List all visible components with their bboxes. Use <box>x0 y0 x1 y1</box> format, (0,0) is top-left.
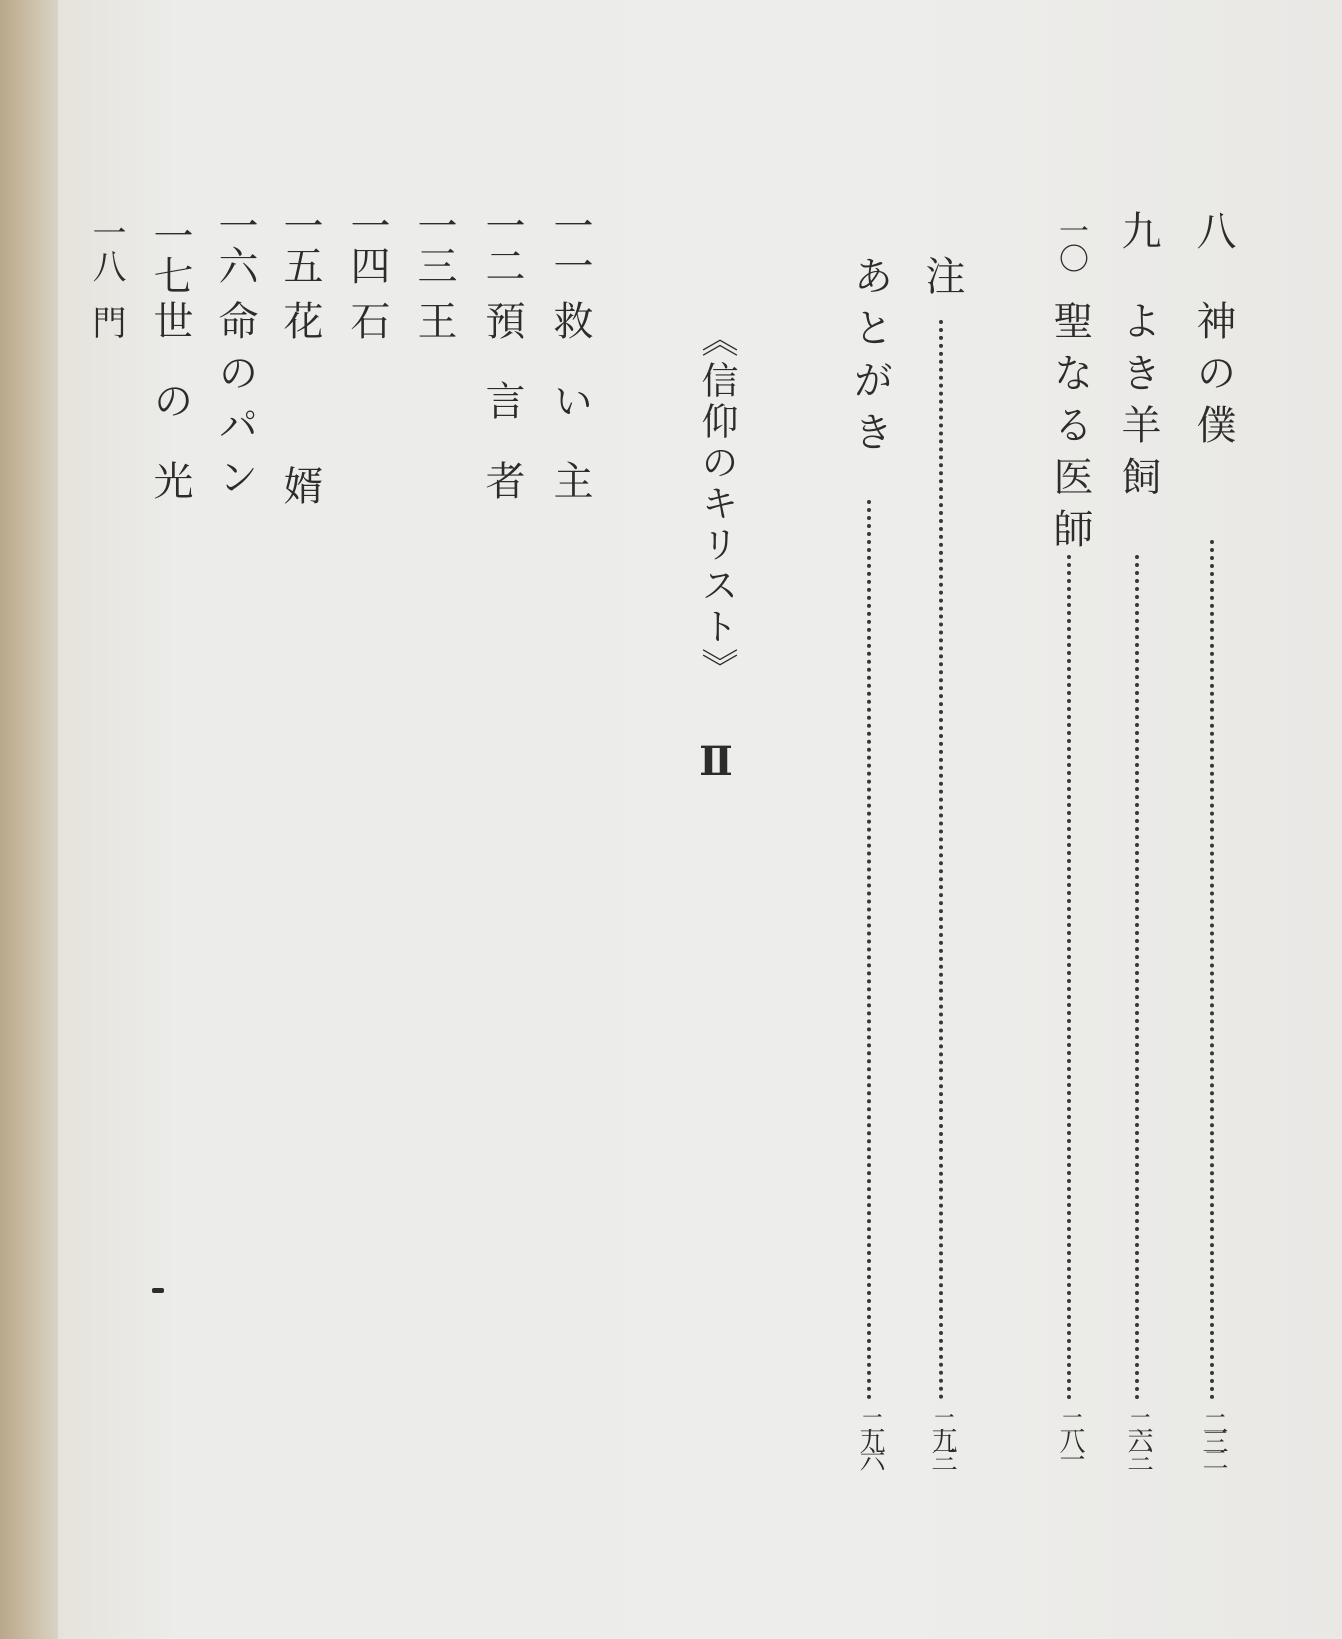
entry-title: あとがき <box>847 255 893 463</box>
entry-number: 一八 <box>86 215 126 283</box>
dot-leader <box>1067 555 1071 1400</box>
toc-entry[interactable] <box>337 0 397 1639</box>
entry-number: 一四 <box>344 205 390 285</box>
entry-number: 一七 <box>147 215 193 295</box>
section-heading <box>686 0 746 1639</box>
toc-entry[interactable] <box>472 0 532 1639</box>
entry-title: 石 <box>344 300 390 352</box>
entry-title: 門 <box>86 305 126 351</box>
entry-title: 神の僕 <box>1190 300 1236 456</box>
entry-title: 預言者 <box>479 300 525 540</box>
dot-leader <box>867 500 871 1400</box>
section-roman-numeral: Ⅱ <box>699 738 733 785</box>
entry-title: 救い主 <box>547 300 593 540</box>
toc-entry[interactable] <box>1183 0 1243 1639</box>
toc-entry[interactable] <box>1040 0 1100 1639</box>
page-number: 二九三 <box>927 1410 957 1464</box>
page-number: 二八一 <box>1055 1410 1085 1464</box>
entry-number: 一〇 <box>1053 215 1088 271</box>
toc-entry[interactable] <box>540 0 600 1639</box>
page-gutter <box>0 0 58 1639</box>
toc-entry[interactable] <box>205 0 265 1639</box>
entry-number: 九 <box>1115 210 1161 250</box>
toc-entry[interactable] <box>76 0 136 1639</box>
entry-number: 一六 <box>212 205 258 285</box>
toc-entry[interactable] <box>1108 0 1168 1639</box>
page-number: 二九六 <box>855 1410 885 1464</box>
entry-number: 一三 <box>411 205 457 285</box>
toc-entry[interactable] <box>912 0 972 1639</box>
entry-number: 一一 <box>547 205 593 285</box>
toc-entry[interactable] <box>404 0 464 1639</box>
entry-number: 八 <box>1190 210 1236 250</box>
toc-entry[interactable] <box>270 0 330 1639</box>
entry-title: 注 <box>919 255 965 307</box>
entry-number: 一五 <box>277 205 323 285</box>
entry-title: 聖なる医師 <box>1047 300 1093 560</box>
ink-speck <box>152 1288 164 1293</box>
entry-title: 世の光 <box>147 300 193 540</box>
section-title: 《信仰のキリスト》 <box>695 320 738 689</box>
dot-leader <box>1135 555 1139 1400</box>
entry-title: 花婿 <box>277 300 323 630</box>
entry-title: 王 <box>411 300 457 352</box>
dot-leader <box>1210 540 1214 1400</box>
entry-title: よき羊飼 <box>1115 300 1161 508</box>
entry-title: 命のパン <box>212 300 258 508</box>
dot-leader <box>939 320 943 1400</box>
entry-number: 一二 <box>479 205 525 285</box>
page-number: 二三二 <box>1198 1410 1228 1464</box>
toc-entry[interactable] <box>840 0 900 1639</box>
page-number: 二六三 <box>1123 1410 1153 1464</box>
toc-entry[interactable] <box>140 0 200 1639</box>
